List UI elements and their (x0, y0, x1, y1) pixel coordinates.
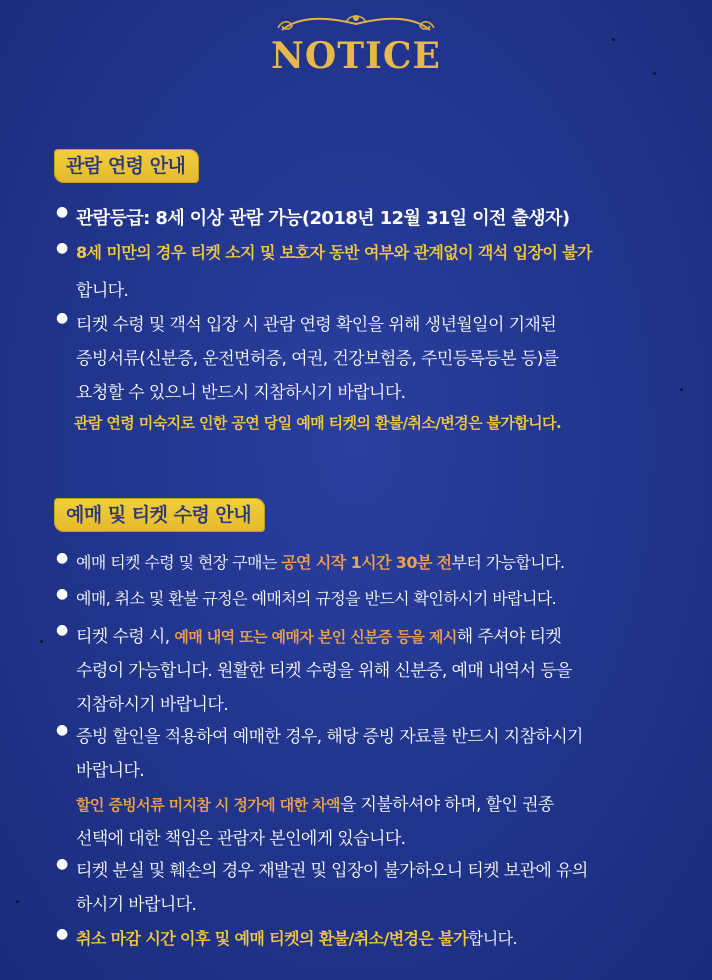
item-line (76, 622, 561, 647)
highlight-text: 예매 내역 또는 예매자 본인 신분증 등을 제시 (174, 628, 457, 646)
list-item (56, 550, 696, 574)
section-badge-age: 관람 연령 안내 (54, 149, 199, 183)
item-line: 증빙 할인을 적용하여 예매한 경우, 해당 증빙 자료를 반드시 지참하시기 (76, 727, 583, 747)
bullet-icon: ● (56, 204, 68, 220)
item-line: 하시기 바랍니다. (76, 895, 197, 915)
bullet-icon: ● (56, 622, 68, 638)
item-line: 예매, 취소 및 환불 규정은 예매처의 규정을 반드시 확인하시기 바랍니다. (76, 589, 557, 608)
item-line (76, 276, 128, 301)
text-segment: 티켓 수령 시, (76, 627, 175, 647)
item-line: 선택에 대한 책임은 관람자 본인에게 있습니다. (76, 829, 406, 849)
text-segment: 예매 티켓 수령 및 현장 구매는 (76, 553, 282, 572)
list-item (56, 204, 696, 228)
item-line: 증빙서류(신분증, 운전면허증, 여권, 건강보험증, 주민등록등본 등)를 (76, 349, 559, 369)
sparkle-dot (16, 900, 19, 903)
warning-note: 관람 연령 미숙지로 인한 공연 당일 예매 티켓의 환불/취소/변경은 불가합니다. (74, 414, 562, 432)
list-item (56, 722, 696, 782)
item-line: 요청할 수 있으니 반드시 지참하시기 바랍니다. (76, 383, 406, 403)
bullet-icon: ● (56, 926, 68, 942)
bullet-icon: ● (56, 856, 68, 872)
item-line (76, 550, 565, 573)
list-item (56, 310, 696, 402)
item-line (76, 240, 592, 263)
item-line (76, 204, 569, 230)
list-item (56, 856, 696, 916)
highlight-text: 8세 미만의 경우 티켓 소지 및 보호자 동반 여부와 관계없이 객석 입장이 불가 (76, 243, 592, 262)
section-badge-ticket: 예매 및 티켓 수령 안내 (54, 498, 265, 532)
highlight-text: 할인 증빙서류 미지참 시 정가에 대한 차액 (76, 796, 340, 814)
text-segment: 을 지불하셔야 하며, 할인 권종 (339, 795, 554, 815)
item-line (76, 790, 554, 815)
item-line: 지참하시기 바랍니다. (76, 695, 229, 715)
item-line (76, 926, 517, 949)
list-item (56, 622, 696, 714)
bullet-icon: ● (56, 310, 68, 326)
text-segment: 부터 가능합니다. (451, 553, 565, 572)
text-segment: 관람등급: 8세 이상 관람 가능(2018년 12월 31일 이전 출생자) (76, 208, 570, 229)
item-line: 티켓 분실 및 훼손의 경우 재발권 및 입장이 불가하오니 티켓 보관에 유의 (76, 861, 588, 881)
bullet-icon: ● (56, 586, 68, 602)
list-item (56, 926, 696, 950)
item-line: 수령이 가능합니다. 원활한 티켓 수령을 위해 신분증, 예매 내역서 등을 (76, 661, 572, 681)
text-segment: 합니다. (76, 281, 129, 301)
list-item (56, 240, 696, 300)
sparkle-dot (40, 640, 43, 643)
highlight-text: 취소 마감 시간 이후 및 예매 티켓의 환불/취소/변경은 불가 (76, 929, 468, 948)
page-title: NOTICE (271, 35, 441, 77)
list-item-continuation (76, 790, 712, 850)
item-line: 바랍니다. (76, 761, 145, 781)
bullet-icon: ● (56, 550, 68, 566)
text-segment: 합니다. (467, 929, 518, 948)
bullet-icon: ● (56, 722, 68, 738)
item-line: 티켓 수령 및 객석 입장 시 관람 연령 확인을 위해 생년월일이 기재된 (76, 315, 557, 335)
text-segment: 해 주셔야 티켓 (456, 627, 562, 647)
ornament-icon (272, 10, 440, 36)
list-item (56, 586, 696, 610)
bullet-icon: ● (56, 240, 68, 256)
highlight-text: 공연 시작 1시간 30분 전 (281, 553, 452, 572)
